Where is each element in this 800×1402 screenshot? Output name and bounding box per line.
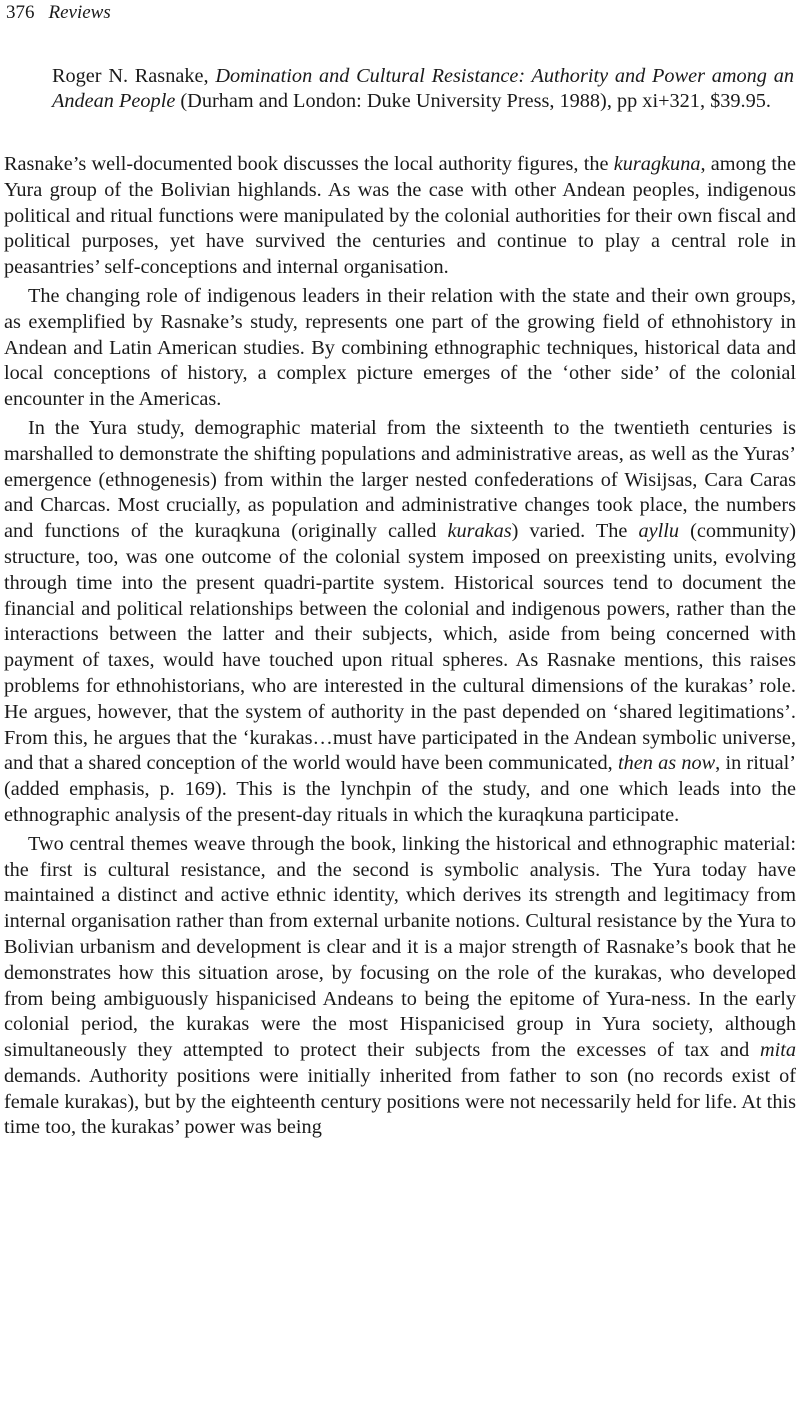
paragraph-3-text-e: (community) structure, too, was one outcome of the colonial system imposed on preexisting units, evolving through time into the present quadri-partite system. Historical sources tend to document the financial and political relationships between the colonial and indigenous powers, rather than the interactions between the latter and their subjects, which, aside from being concerned with payment of taxes, would have touched upon ritual spheres. As Rasnake mentions, this raises problems for ethnohistorians, who are interested in the cultural dimensions of the kurakas’ role. He argues, however, that the system of authority in the past depended on ‘shared legitimations’. From this, he argues that the ‘kurakas…must have participated in the Andean symbolic universe, and that a shared conception of the world would have been communicated,: [4, 520, 796, 775]
paragraph-1: [4, 152, 796, 281]
term-kuragkuna: kuragkuna: [613, 153, 701, 175]
review-body: [4, 152, 796, 1141]
citation-title: Domination and Cultural Resistance: Authority and Power among an Andean People: [52, 65, 794, 112]
term-mita: mita: [759, 1039, 796, 1062]
book-citation: [52, 64, 794, 114]
paragraph-3-text-g: , in ritual’ (added emphasis, p. 169). This is the lynchpin of the study, and one which leads into the ethnographic analysis of the present-day rituals in which the kuraqkuna participate.: [4, 752, 796, 826]
paragraph-3-text-a: In the Yura study, demographic material from the sixteenth to the twentieth centuries is marshalled to demonstrate the shifting populations and administrative areas, as well as the Yuras’ emergence (ethnogenesis) from within the larger nested confederations of Wisijsas, Cara Caras and Charcas. Most crucially, as population and administrative changes took place, the numbers and functions of the kuraqkuna (originally called: [4, 416, 796, 543]
paragraph-4-text-c: demands. Authority positions were initially inherited from father to son (no records exist of female kurakas), but by the eighteenth century positions were not necessarily held for life. At this time too, the kurakas’ power was being: [4, 1064, 796, 1139]
paragraph-1-text-a: Rasnake’s well-documented book discusses the local authority figures, the: [4, 153, 614, 175]
term-ayllu: ayllu: [638, 520, 680, 543]
paragraph-2-text: The changing role of indigenous leaders in their relation with the state and their own groups, as exemplified by Rasnake’s study, represents one part of the growing field of ethnohistory in Andean and Latin American studies. By combining ethnographic techniques, historical data and local conceptions of history, a complex picture emerges of the ‘other side’ of the colonial encounter in the Americas.: [4, 284, 796, 411]
citation-author: Roger N. Rasnake,: [52, 65, 216, 87]
paragraph-4-text-a: Two central themes weave through the book, linking the historical and ethnographic material: the first is cultural resistance, and the second is symbolic analysis. The Yura today have maintained a distinct and active ethnic identity, which derives its strength and legitimacy from internal organisation rather than from external urbanite notions. Cultural resistance by the Yura to Bolivian urbanism and development is clear and it is a major strength of Rasnake’s book that he demonstrates how this situation arose, by focusing on the role of the kurakas, who developed from being ambiguously hispanicised Andeans to being the epitome of Yura-ness. In the early colonial period, the kurakas were the most Hispanicised group in Yura society, although simultaneously they attempted to protect their subjects from the excesses of tax and: [4, 832, 796, 1062]
paragraph-3-text-c: ) varied. The: [511, 520, 639, 543]
page-number: 376: [6, 2, 35, 23]
running-head: [6, 2, 111, 24]
paragraph-3: [4, 416, 796, 829]
paragraph-2: [4, 284, 796, 413]
term-kurakas: kurakas: [447, 520, 512, 543]
paragraph-4: [4, 832, 796, 1142]
running-head-section: Reviews: [48, 2, 111, 23]
citation-publisher: (Durham and London: Duke University Press, 1988), pp xi+321, $39.95.: [175, 90, 771, 112]
emphasis-then-as-now: then as now: [617, 752, 716, 775]
paragraph-1-text-c: , among the Yura group of the Bolivian highlands. As was the case with other Andean peoples, indigenous political and ritual functions were manipulated by the colonial authorities for their own fiscal and political purposes, yet have survived the centuries and continue to play a central role in peasantries’ self-conceptions and internal organisation.: [4, 153, 796, 279]
